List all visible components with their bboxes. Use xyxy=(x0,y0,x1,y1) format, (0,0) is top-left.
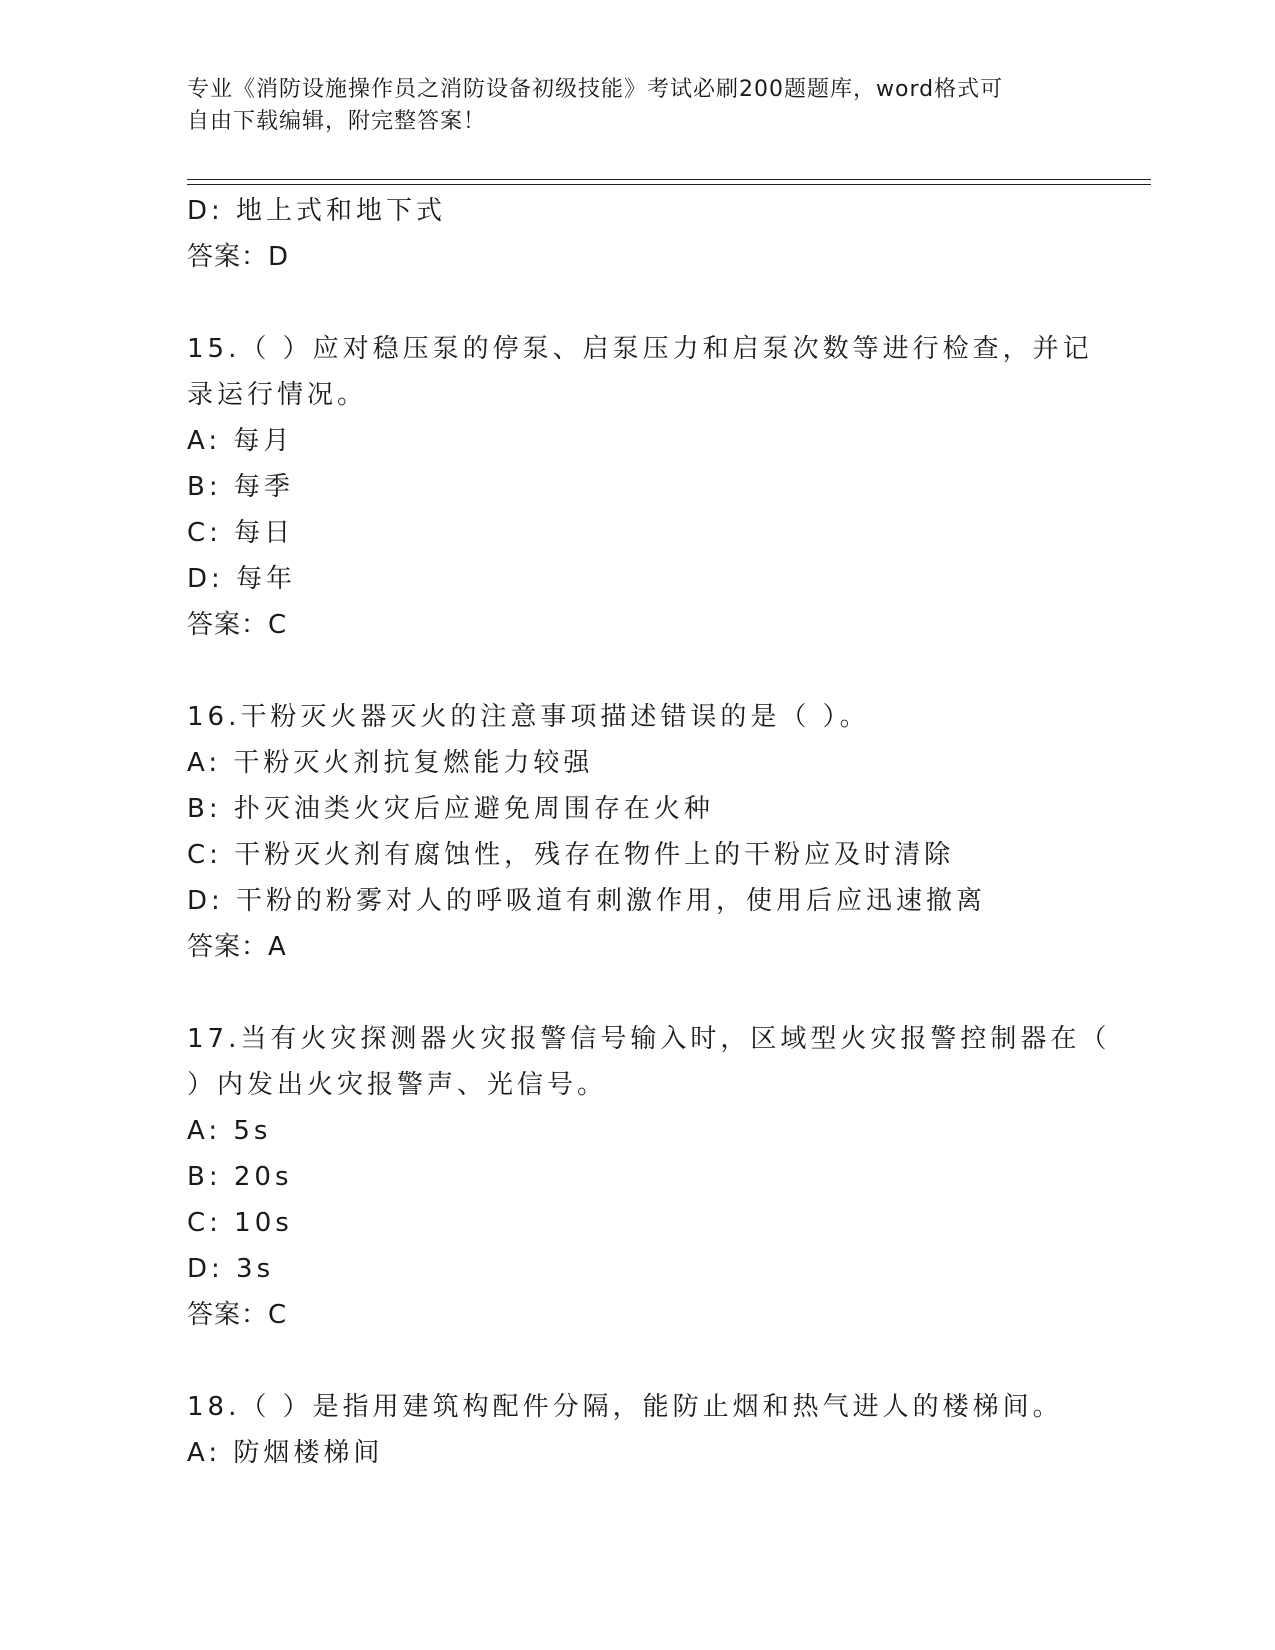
question-text: 17.当有火灾探测器火灾报警信号输入时，区域型火灾报警控制器在（ xyxy=(187,1024,1111,1054)
question-17 xyxy=(187,1016,1111,1338)
question-16 xyxy=(187,694,1087,970)
header-line-2: 自由下载编辑，附完整答案！ xyxy=(187,109,487,134)
option-a: A: 干粉灭火剂抗复燃能力较强 xyxy=(187,748,594,778)
question-text: 16.干粉灭火器灭火的注意事项描述错误的是（ ）。 xyxy=(187,702,870,732)
document-header xyxy=(187,74,1087,138)
question-14-tail xyxy=(187,188,1087,280)
question-18 xyxy=(187,1384,1087,1476)
answer: 答案：C xyxy=(187,610,288,640)
option-c: C: 每日 xyxy=(187,518,295,548)
header-divider-top xyxy=(187,179,1151,180)
spacer xyxy=(187,1338,1087,1384)
option-a: A: 5s xyxy=(187,1116,272,1146)
option-d: D: 每年 xyxy=(187,564,297,594)
option-c: C: 10s xyxy=(187,1208,293,1238)
option-d: D: 干粉的粉雾对人的呼吸道有刺激作用，使用后应迅速撤离 xyxy=(187,886,987,916)
question-text-cont: ）内发出火灾报警声、光信号。 xyxy=(187,1070,608,1100)
option-a: A: 每月 xyxy=(187,426,294,456)
option-a: A: 防烟楼梯间 xyxy=(187,1438,384,1468)
answer: 答案：A xyxy=(187,932,287,962)
answer: 答案：D xyxy=(187,242,290,272)
header-line-1: 专业《消防设施操作员之消防设备初级技能》考试必刷200题题库，word格式可 xyxy=(187,77,1004,102)
question-text: 18.（ ）是指用建筑构配件分隔，能防止烟和热气进人的楼梯间。 xyxy=(187,1392,1063,1422)
option-c: C: 干粉灭火剂有腐蚀性，残存在物件上的干粉应及时清除 xyxy=(187,840,955,870)
question-content xyxy=(187,188,1111,1476)
spacer xyxy=(187,648,1087,694)
spacer xyxy=(187,280,1087,326)
question-text-cont: 录运行情况。 xyxy=(187,380,368,410)
option-b: B: 扑灭油类火灾后应避免周围存在火种 xyxy=(187,794,714,824)
option-d: D: 地上式和地下式 xyxy=(187,196,447,226)
question-text: 15.（ ）应对稳压泵的停泵、启泵压力和启泵次数等进行检查，并记 xyxy=(187,334,1093,364)
option-d: D: 3s xyxy=(187,1254,275,1284)
option-b: B: 每季 xyxy=(187,472,294,502)
header-divider-bottom xyxy=(187,184,1151,185)
option-b: B: 20s xyxy=(187,1162,293,1192)
question-15 xyxy=(187,326,1093,648)
spacer xyxy=(187,970,1087,1016)
answer: 答案：C xyxy=(187,1300,288,1330)
